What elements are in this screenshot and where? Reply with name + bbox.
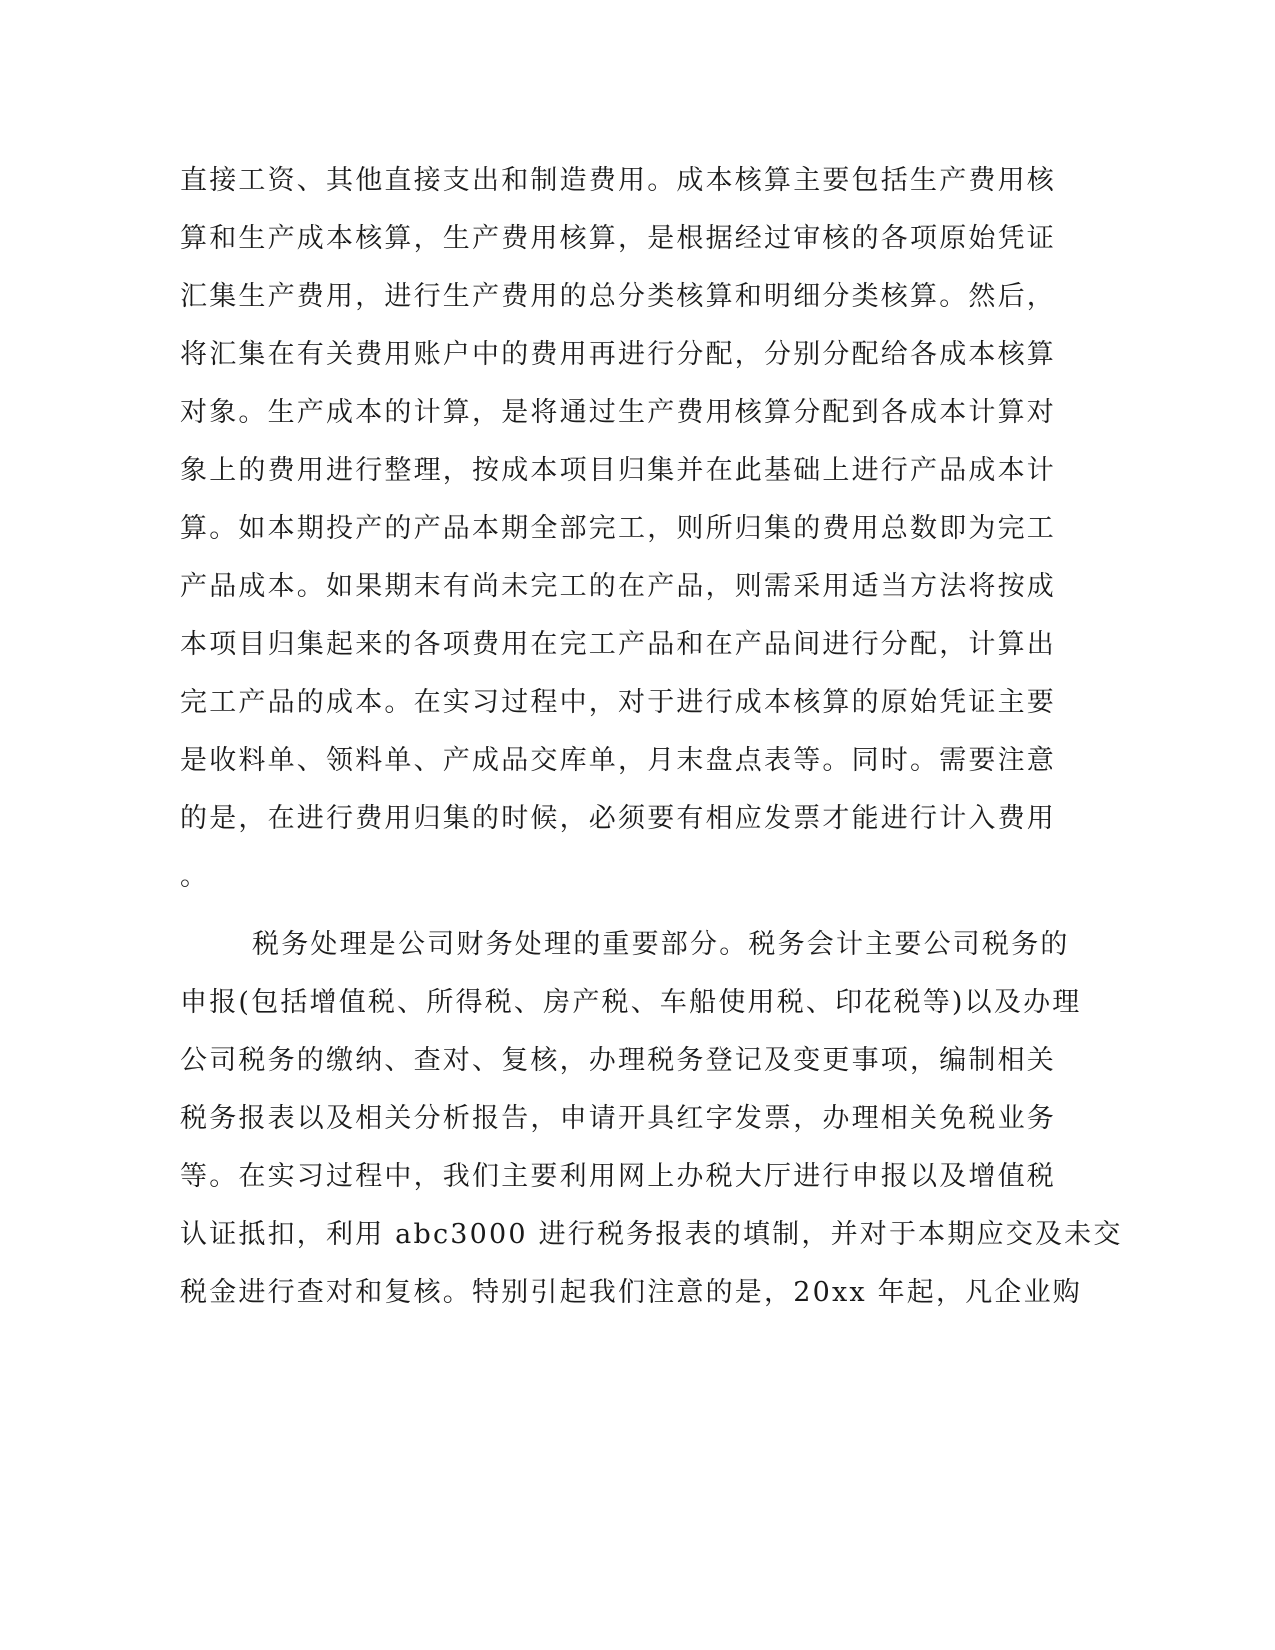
paragraph-1-line-13: 。: [180, 861, 210, 892]
paragraph-2-line-6: 认证抵扣，利用 abc3000 进行税务报表的填制，并对于本期应交及未交: [180, 1219, 1123, 1250]
paragraph-2-line-7: 税金进行查对和复核。特别引起我们注意的是，20xx 年起，凡企业购: [180, 1277, 1082, 1308]
paragraph-1-line-8: 产品成本。如果期末有尚未完工的在产品，则需采用适当方法将按成: [180, 571, 1056, 602]
paragraph-1-line-9: 本项目归集起来的各项费用在完工产品和在产品间进行分配，计算出: [180, 629, 1056, 660]
paragraph-2-line-5: 等。在实习过程中，我们主要利用网上办税大厅进行申报以及增值税: [180, 1161, 1056, 1192]
paragraph-1-line-3: 汇集生产费用，进行生产费用的总分类核算和明细分类核算。然后，: [180, 281, 1056, 312]
paragraph-1-line-4: 将汇集在有关费用账户中的费用再进行分配，分别分配给各成本核算: [180, 339, 1056, 370]
paragraph-1-line-11: 是收料单、领料单、产成品交库单，月末盘点表等。同时。需要注意: [180, 745, 1056, 776]
paragraph-2-line-3: 公司税务的缴纳、查对、复核，办理税务登记及变更事项，编制相关: [180, 1045, 1056, 1076]
paragraph-1-line-5: 对象。生产成本的计算，是将通过生产费用核算分配到各成本计算对: [180, 397, 1056, 428]
paragraph-2-line-4: 税务报表以及相关分析报告，申请开具红字发票，办理相关免税业务: [180, 1103, 1056, 1134]
paragraph-1-line-7: 算。如本期投产的产品本期全部完工，则所归集的费用总数即为完工: [180, 513, 1056, 544]
paragraph-1-line-1: 直接工资、其他直接支出和制造费用。成本核算主要包括生产费用核: [180, 165, 1056, 196]
paragraph-2-line-2: 申报(包括增值税、所得税、房产税、车船使用税、印花税等)以及办理: [180, 987, 1082, 1018]
paragraph-1-line-10: 完工产品的成本。在实习过程中，对于进行成本核算的原始凭证主要: [180, 687, 1056, 718]
paragraph-1-line-6: 象上的费用进行整理，按成本项目归集并在此基础上进行产品成本计: [180, 455, 1056, 486]
paragraph-2-line-1: 税务处理是公司财务处理的重要部分。税务会计主要公司税务的: [252, 929, 1070, 960]
paragraph-1-line-2: 算和生产成本核算，生产费用核算，是根据经过审核的各项原始凭证: [180, 223, 1056, 254]
paragraph-1-line-12: 的是，在进行费用归集的时候，必须要有相应发票才能进行计入费用: [180, 803, 1056, 834]
